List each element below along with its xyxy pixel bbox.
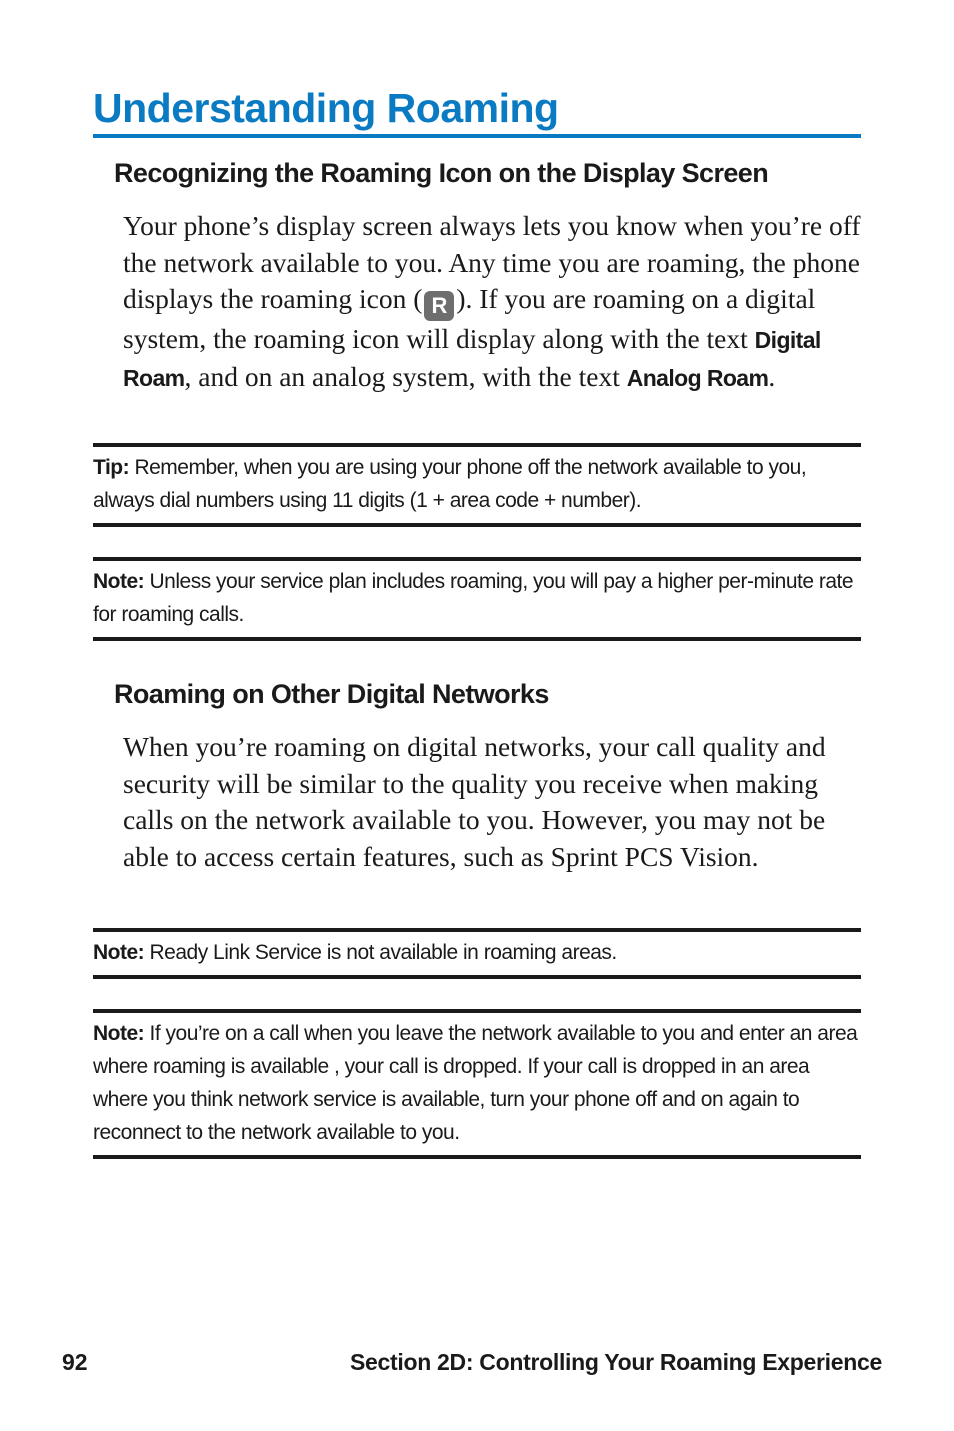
note-label: Note:	[93, 570, 145, 593]
note-callout-roaming-rate	[93, 557, 861, 641]
note-text: Unless your service plan includes roaming, you will pay a higher per-minute rate for roaming calls.	[93, 570, 854, 626]
note-callout-ready-link	[93, 928, 861, 979]
roaming-icon-paragraph	[123, 208, 863, 396]
page-title: Understanding Roaming	[93, 85, 559, 131]
roaming-r-icon: R	[424, 291, 454, 321]
tip-text: Remember, when you are using your phone off the network available to you, always dial numbers using 11 digits (1 + area code + number).	[93, 456, 807, 512]
tip-label: Tip:	[93, 456, 130, 479]
section-heading-digital-networks: Roaming on Other Digital Networks	[114, 679, 549, 709]
paragraph-text: , and on an analog system, with the text	[184, 360, 627, 392]
note-label: Note:	[93, 941, 145, 964]
paragraph-text: Your phone’s display screen always lets you know when you’re off the network available to you. Any time you are roaming, the phone displays the roaming icon (	[123, 210, 861, 315]
note-callout-dropped-call	[93, 1009, 861, 1159]
note-label: Note:	[93, 1022, 145, 1045]
page-number: 92	[62, 1349, 88, 1375]
title-rule	[93, 134, 861, 138]
digital-roam-text: Digital Roam	[123, 327, 821, 391]
tip-callout	[93, 443, 861, 527]
note-text: If you’re on a call when you leave the network available to you and enter an area where roaming is available , your call is dropped. If your call is dropped in an area where you think network service is available, turn your phone off and on again to reconnect to the network available to you.	[93, 1022, 858, 1144]
digital-networks-paragraph: When you’re roaming on digital networks, your call quality and security will be similar to the quality you receive when making calls on the network available to you. However, you may not be able to access certain features, such as Sprint PCS Vision.	[123, 731, 826, 872]
footer-section-title: Section 2D: Controlling Your Roaming Experience	[349, 1349, 882, 1375]
paragraph-text: .	[768, 360, 776, 392]
analog-roam-text: Analog Roam	[626, 364, 769, 391]
section-heading-roaming-icon: Recognizing the Roaming Icon on the Display Screen	[114, 158, 769, 188]
note-text: Ready Link Service is not available in roaming areas.	[144, 941, 617, 964]
paragraph-text: ). If you are roaming on a digital system, the roaming icon will display along with the text	[123, 283, 816, 355]
